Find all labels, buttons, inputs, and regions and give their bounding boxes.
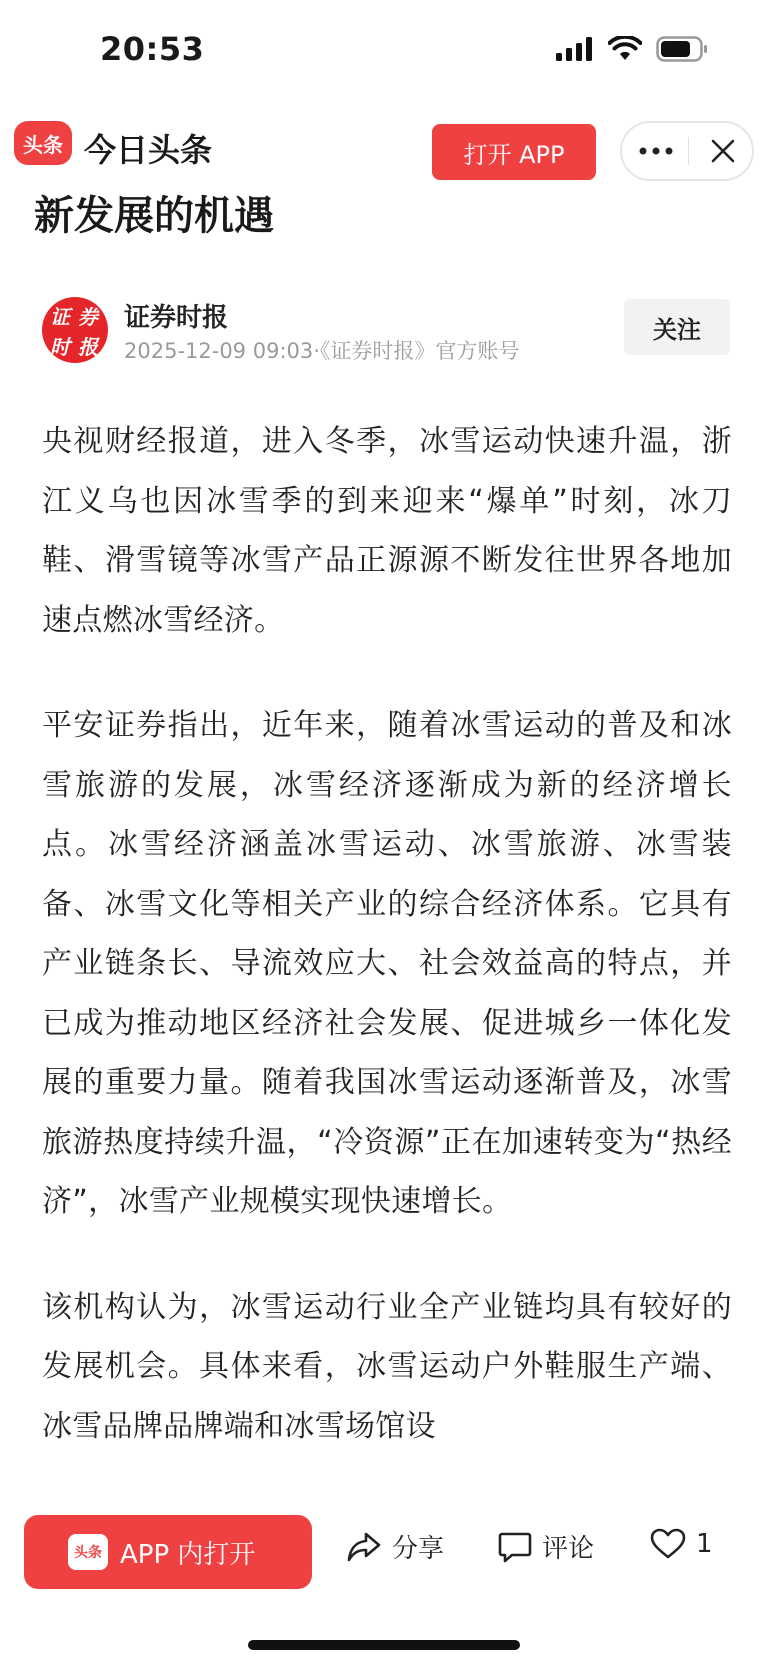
status-time: 20:53 [100,30,205,68]
status-icons [556,36,708,62]
open-in-app-label: APP 内打开 [120,1539,256,1570]
more-button[interactable] [630,123,682,179]
wifi-icon [608,36,642,62]
comment-label: 评论 [542,1534,595,1564]
like-count: 1 [696,1529,713,1559]
author-meta: 2025-12-09 09:03·《证券时报》官方账号 [124,339,520,363]
comment-button[interactable] [498,1528,594,1565]
status-bar [0,0,768,100]
share-icon [346,1531,382,1563]
capsule-divider [688,137,689,165]
author-avatar[interactable]: 证 券 时 报 [42,297,108,363]
share-button[interactable] [346,1528,444,1565]
signal-icon [556,37,594,61]
open-in-app-button[interactable] [24,1515,312,1589]
article-title: 新发展的机遇 [34,193,274,239]
toutiao-mini-logo: 头条 [68,1534,108,1570]
app-name: 今日头条 [84,131,213,169]
more-icon [639,147,673,155]
author-name[interactable]: 证券时报 [124,303,229,333]
comment-icon [498,1531,532,1563]
mini-program-capsule [620,121,754,181]
close-icon [710,138,736,164]
app-header [0,115,768,187]
article-paragraph: 央视财经报道，进入冬季，冰雪运动快速升温，浙江义乌也因冰雪季的到来迎来“爆单”时刻，冰刀鞋、滑雪镜等冰雪产品正源源不断发往世界各地加速点燃冰雪经济。 [42,424,732,638]
close-button[interactable] [698,123,748,179]
article-body [42,412,732,1502]
article-paragraph: 平安证券指出，近年来，随着冰雪运动的普及和冰雪旅游的发展，冰雪经济逐渐成为新的经济增长点。冰雪经济涵盖冰雪运动、冰雪旅游、冰雪装备、冰雪文化等相关产业的综合经济体系。它具有产业链条长、导流效应大、社会效益高的特点，并已成为推动地区经济社会发展、促进城乡一体化发展的重要力量。随着我国冰雪运动逐渐普及，冰雪旅游热度持续升温，“冷资源”正在加速转变为“热经济”，冰雪产业规模实现快速增长。 [42,708,732,1219]
home-indicator[interactable] [248,1640,520,1650]
share-label: 分享 [392,1534,445,1564]
toutiao-logo: 头条 [14,121,72,165]
heart-icon [650,1528,686,1560]
article-paragraph: 该机构认为，冰雪运动行业全产业链均具有较好的发展机会。具体来看，冰雪运动户外鞋服生产端、冰雪品牌品牌端和冰雪场馆设 [42,1289,732,1444]
open-app-button[interactable]: 打开 APP [432,124,596,180]
battery-icon [656,36,708,62]
follow-button[interactable]: 关注 [624,299,730,355]
like-button[interactable] [650,1528,713,1560]
author-row [0,295,768,375]
